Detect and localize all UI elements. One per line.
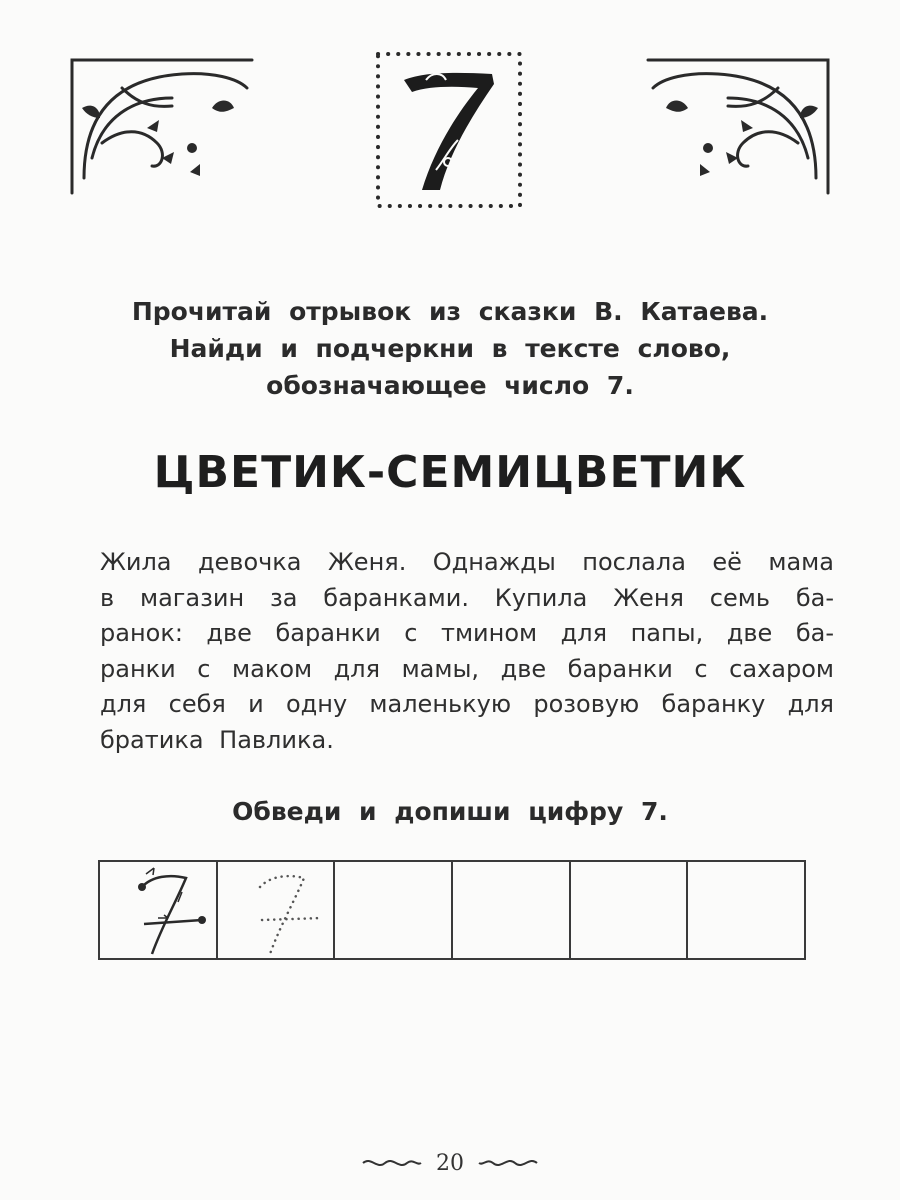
floral-corner-ornament-right <box>638 48 838 198</box>
reading-instructions <box>60 293 840 404</box>
empty-writing-cell[interactable] <box>571 862 689 958</box>
stroke-guide-icon <box>100 862 218 958</box>
wave-ornament-icon <box>361 1156 423 1170</box>
page-footer <box>0 1150 900 1176</box>
story-line: Жила девочка Женя. Однажды послала её мама <box>100 548 834 576</box>
instruction-line: Найди и подчеркни в тексте слово, <box>169 334 731 363</box>
story-text <box>100 545 834 758</box>
story-line: в магазин за баранками. Купила Женя семь ба- <box>100 583 834 612</box>
story-line: для себя и одну маленькую розовую баранку для <box>100 690 834 718</box>
story-line: братика Павлика. <box>100 725 334 754</box>
dotted-seven-icon <box>218 862 336 958</box>
story-title: ЦВЕТИК-СЕМИЦВЕТИК <box>153 447 747 498</box>
trace-cell[interactable] <box>218 862 336 958</box>
empty-writing-cell[interactable] <box>453 862 571 958</box>
story-line: ранки с маком для мамы, две баранки с сахаром <box>100 654 834 683</box>
floral-corner-ornament-left <box>62 48 262 198</box>
page-number: 20 <box>436 1150 464 1176</box>
wave-ornament-icon <box>477 1156 539 1170</box>
writing-grid <box>98 860 806 960</box>
story-line: ранок: две баранки с тмином для папы, две ба- <box>100 619 834 647</box>
empty-writing-cell[interactable] <box>688 862 804 958</box>
example-cell <box>100 862 218 958</box>
empty-writing-cell[interactable] <box>335 862 453 958</box>
dotted-border-icon <box>374 50 524 210</box>
writing-task: Обведи и допиши цифру 7. <box>232 797 668 826</box>
instruction-line: Прочитай отрывок из сказки В. Катаева. <box>131 297 769 326</box>
decorative-digit-frame <box>374 50 524 210</box>
instruction-line: обозначающее число 7. <box>266 371 634 400</box>
